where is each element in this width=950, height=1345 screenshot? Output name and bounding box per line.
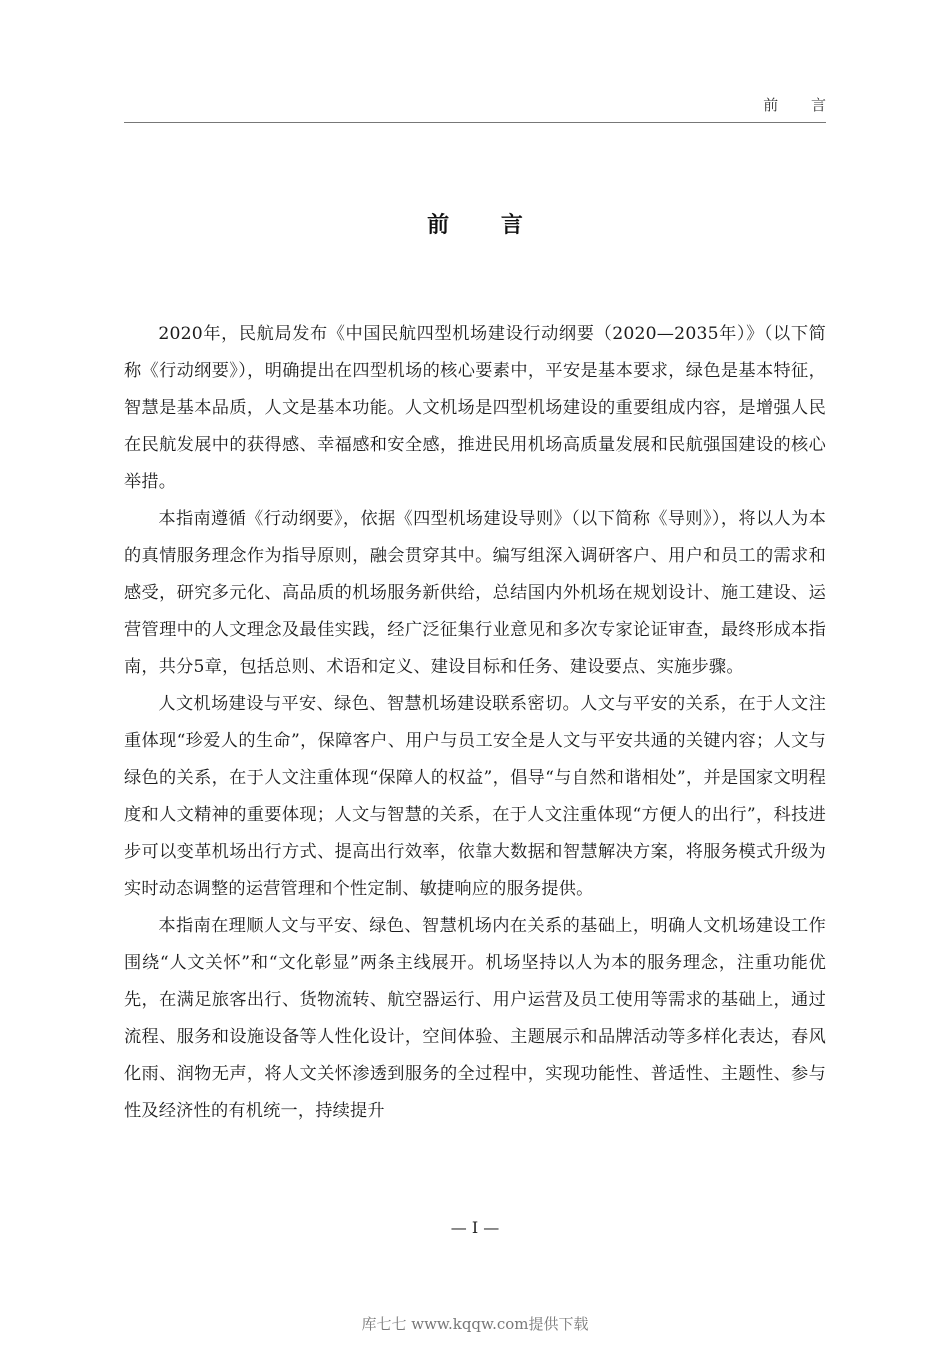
body-text [124, 316, 826, 1130]
page-number: — I — [450, 1218, 500, 1237]
running-head-text: 前 言 [763, 96, 840, 114]
paragraph-3: 人文机场建设与平安、绿色、智慧机场建设联系密切。人文与平安的关系，在于人文注重体现“珍爱人的生命”，保障客户、用户与员工安全是人文与平安共通的关键内容；人文与绿色的关系，在于人文注重体现“保障人的权益”，倡导“与自然和谐相处”，并是国家文明程度和人文精神的重要体现；人文与智慧的关系，在于人文注重体现“方便人的出行”，科技进步可以变革机场出行方式、提高出行效率，依靠大数据和智慧解决方案，将服务模式升级为实时动态调整的运营管理和个性定制、敏捷响应的服务提供。 [124, 694, 826, 899]
paragraph-2: 本指南遵循《行动纲要》，依据《四型机场建设导则》（以下简称《导则》），将以人为本的真情服务理念作为指导原则，融会贯穿其中。编写组深入调研客户、用户和员工的需求和感受，研究多元化、高品质的机场服务新供给，总结国内外机场在规划设计、施工建设、运营管理中的人文理念及最佳实践，经广泛征集行业意见和多次专家论证审查，最终形成本指南，共分5章，包括总则、术语和定义、建设目标和任务、建设要点、实施步骤。 [124, 509, 826, 677]
header-rule [124, 122, 826, 123]
running-head [124, 94, 840, 122]
download-watermark: 库七七 www.kqqw.com提供下载 [361, 1315, 589, 1333]
page-title [0, 208, 950, 239]
paragraph-1: 2020年，民航局发布《中国民航四型机场建设行动纲要（2020—2035年）》（以下简称《行动纲要》），明确提出在四型机场的核心要素中，平安是基本要求，绿色是基本特征，智慧是基本品质，人文是基本功能。人文机场是四型机场建设的重要组成内容，是增强人民在民航发展中的获得感、幸福感和安全感，推进民用机场高质量发展和民航强国建设的核心举措。 [124, 324, 826, 492]
page-title-text: 前 言 [427, 212, 545, 238]
paragraph-4: 本指南在理顺人文与平安、绿色、智慧机场内在关系的基础上，明确人文机场建设工作围绕“人文关怀”和“文化彰显”两条主线展开。机场坚持以人为本的服务理念，注重功能优先，在满足旅客出行、货物流转、航空器运行、用户运营及员工使用等需求的基础上，通过流程、服务和设施设备等人性化设计，空间体验、主题展示和品牌活动等多样化表达，春风化雨、润物无声，将人文关怀渗透到服务的全过程中，实现功能性、普适性、主题性、参与性及经济性的有机统一，持续提升 [124, 916, 826, 1121]
